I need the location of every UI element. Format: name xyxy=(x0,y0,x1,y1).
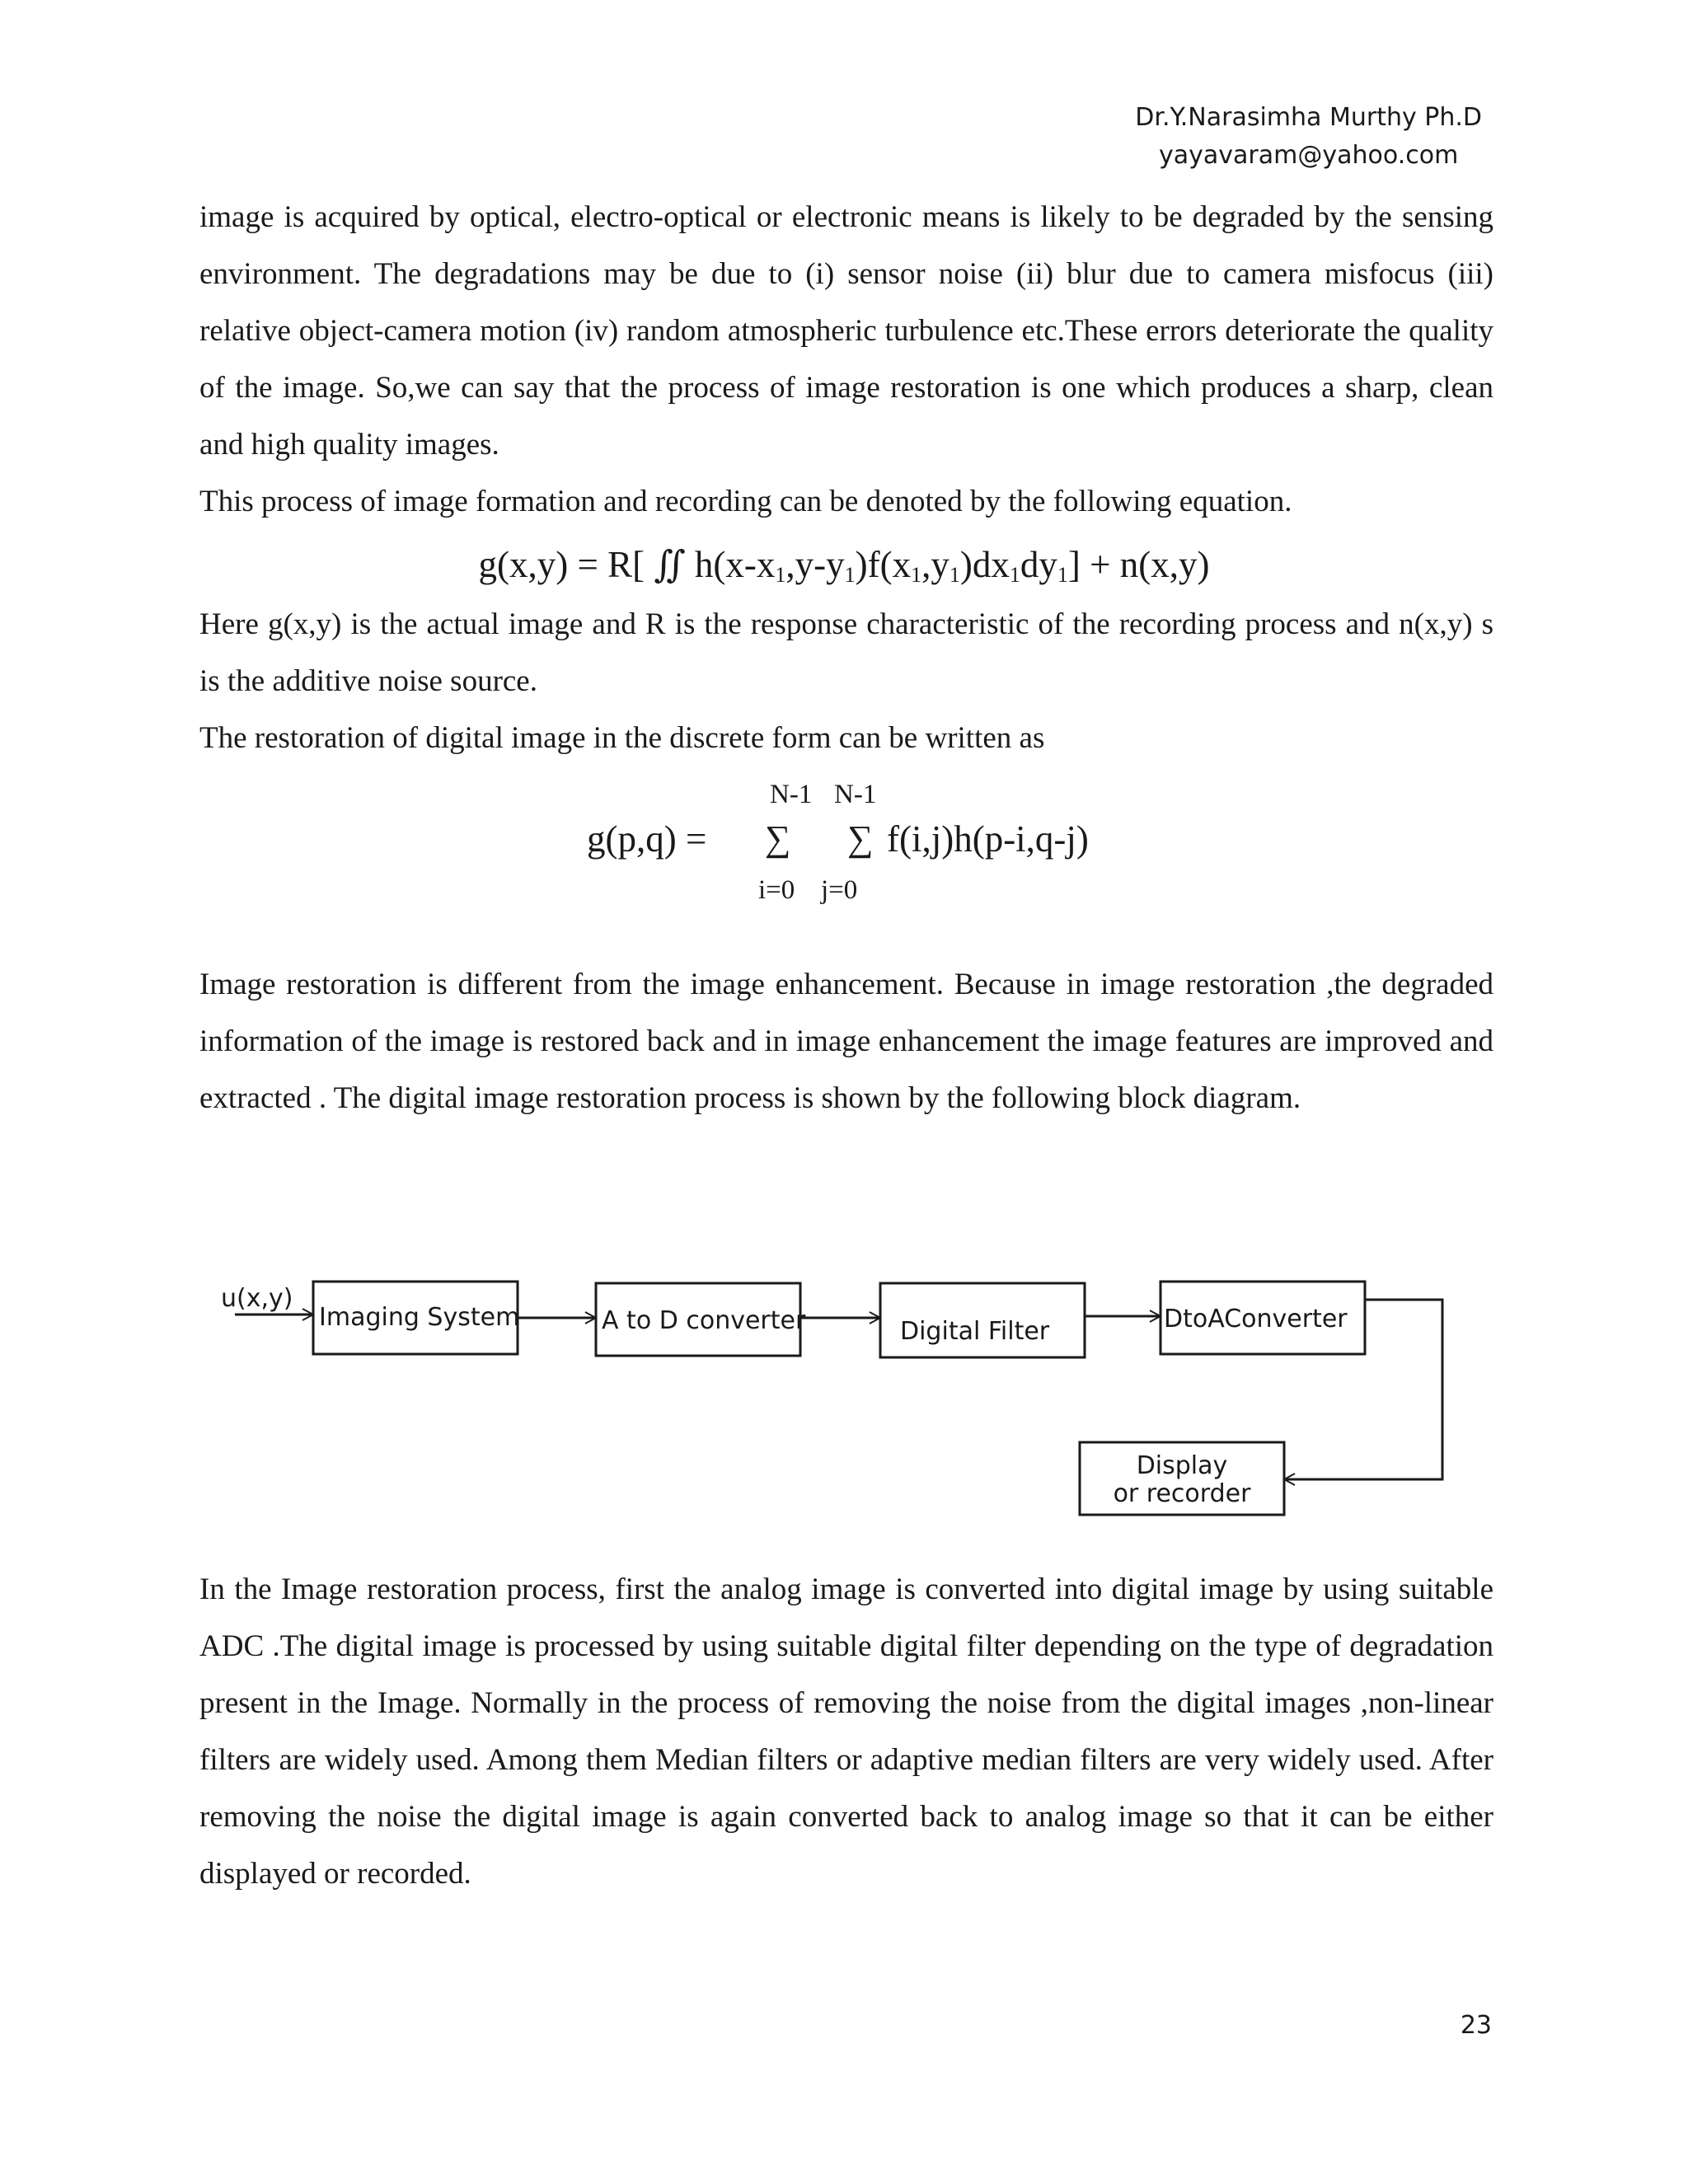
block-diagram xyxy=(198,1265,1467,1529)
page-number: 23 xyxy=(1460,2011,1492,2040)
equation-lhs: g(p,q) = xyxy=(587,818,707,860)
equation-rhs: f(i,j)h(p-i,q-j) xyxy=(887,818,1089,860)
block-adc-label: A to D converter xyxy=(602,1306,806,1335)
paragraph-discrete-intro: The restoration of digital image in the discrete form can be written as xyxy=(199,721,1045,755)
author-email: yayavaram@yahoo.com xyxy=(1159,141,1459,170)
paragraph-equation-explanation: Here g(x,y) is the actual image and R is the response characteristic of the recording process and n(x,y) s is the additive noise source. xyxy=(199,607,1493,698)
paragraph-degradation: image is acquired by optical, electro-optical or electronic means is likely to be degraded by the sensing environment. The degradations may be due to (i) sensor noise (ii) blur due to camera misfocus (iii) relative object-camera motion (iv) random atmospheric turbulence etc.These errors deteriorate the quality of the image. So,we can say that the process of image restoration is one which produces a sharp, clean and high quality images. xyxy=(199,200,1493,462)
block-imaging-system-label: Imaging System xyxy=(319,1303,520,1332)
page-header xyxy=(1135,99,1482,175)
block-dac-label: DtoAConverter xyxy=(1164,1305,1348,1333)
author-name: Dr.Y.Narasimha Murthy Ph.D xyxy=(1135,103,1482,132)
sigma-j: ∑ xyxy=(847,818,874,859)
sigma-i: ∑ xyxy=(765,818,791,859)
input-label: u(x,y) xyxy=(221,1284,293,1313)
equation-image-formation: g(x,y) = R[ ∬ $h(x-x_1,y-y_1)f(x_1,y_1)dx_1dy_1] + n(x,y)$ xyxy=(478,544,1210,587)
block-display-label-line1: Display xyxy=(1136,1451,1228,1480)
block-digital-filter-label: Digital Filter xyxy=(900,1317,1050,1346)
upper-limit-j: N-1 xyxy=(834,780,877,809)
paragraph-process-description: In the Image restoration process, first the analog image is converted into digital image by using suitable ADC .The digital image is processed by using suitable digital filter depending on the type of degradation present in the Image. Normally in the process of removing the noise from the digital images ,non-linear filters are widely used. Among them Median filters or adaptive median filters are very widely used. After removing the noise the digital image is again converted back to analog image so that it can be either displayed or recorded. xyxy=(199,1572,1493,1891)
lower-limit-j: j=0 xyxy=(821,875,858,905)
upper-limit-i: N-1 xyxy=(770,780,813,809)
lower-limit-i: i=0 xyxy=(758,875,795,905)
block-display-label-line2: or recorder xyxy=(1113,1479,1251,1508)
paragraph-equation-intro: This process of image formation and recording can be denoted by the following equation. xyxy=(199,485,1292,518)
paragraph-restoration-vs-enhancement: Image restoration is different from the image enhancement. Because in image restoration ,the degraded information of the image is restored back and in image enhancement the image features are improved and extracted . The digital image restoration process is shown by the following block diagram. xyxy=(199,968,1493,1115)
